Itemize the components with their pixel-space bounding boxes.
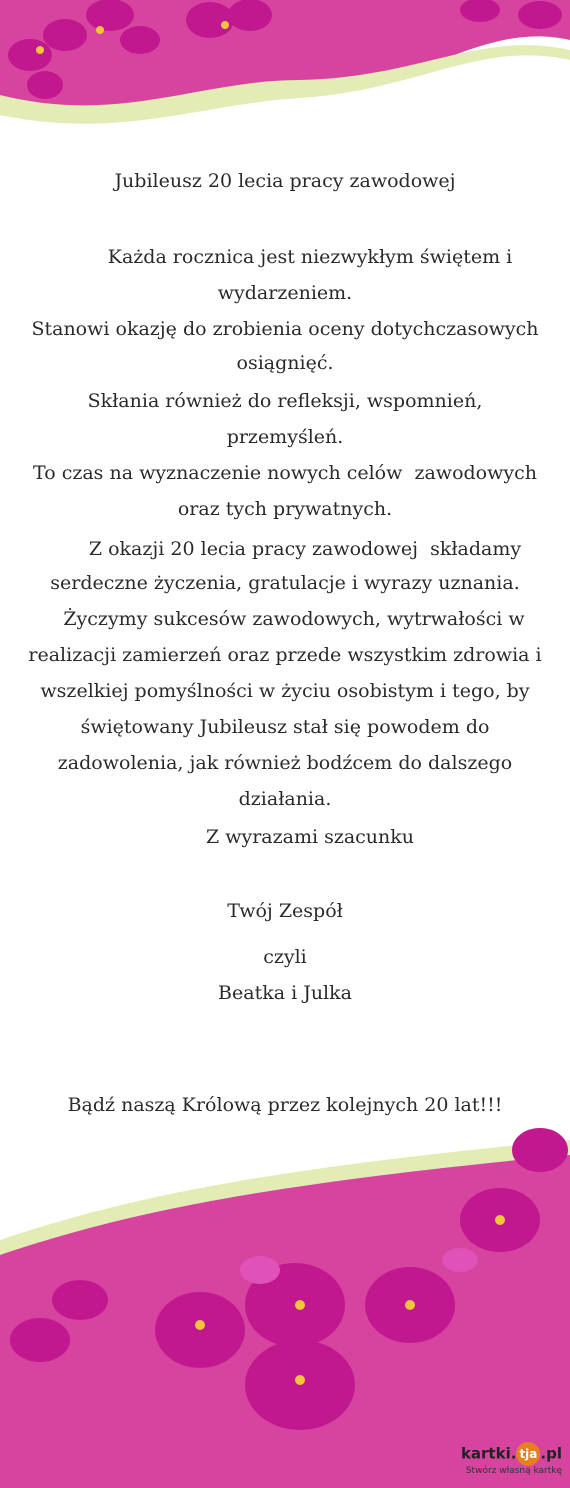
floral-decoration-bottom [0,1110,570,1488]
wish-line: świętowany Jubileusz stał się powodem do [80,716,490,738]
regards-line: Z wyrazami szacunku [205,826,415,848]
wish-line: Życzymy sukcesów zawodowych, wytrwałości w [63,608,525,630]
signature-line: Twój Zespół [227,900,343,922]
wish-line: Skłania również do refleksji, wspomnień, [87,390,483,412]
brand-badge: tja [516,1442,540,1466]
wish-line: działania. [238,788,332,810]
wish-line: serdeczne życzenia, gratulacje i wyrazy uznania. [50,572,520,594]
wish-line: Każda rocznica jest niezwykłym świętem i [107,246,513,268]
brand-tagline: Stwórz własną kartkę [465,1466,562,1476]
wish-line: Stanowi okazję do zrobienia oceny dotychczasowych [31,318,539,340]
brand-logo[interactable] [442,1442,562,1482]
signature-line: Beatka i Julka [218,982,352,1004]
floral-decoration-top [0,0,570,150]
brand-name-left: kartki. [460,1444,517,1463]
wish-line: zadowolenia, jak również bodźcem do dalszego [57,752,513,774]
wish-line: osiągnięć. [236,352,334,374]
closing-line: Bądź naszą Królową przez kolejnych 20 lat!!! [67,1094,503,1116]
wish-line: oraz tych prywatnych. [177,498,393,520]
wish-line: realizacji zamierzeń oraz przede wszystkim zdrowia i [28,644,542,666]
card-title: Jubileusz 20 lecia pracy zawodowej [114,170,456,192]
wish-line: To czas na wyznaczenie nowych celów zawodowych [33,462,537,484]
wish-line: wydarzeniem. [217,282,353,304]
signature-line: czyli [263,946,307,968]
wish-line: Z okazji 20 lecia pracy zawodowej składamy [88,538,522,560]
brand-name-right: .pl [540,1444,562,1463]
wish-line: przemyśleń. [226,426,344,448]
wish-line: wszelkiej pomyślności w życiu osobistym i tego, by [40,680,530,702]
